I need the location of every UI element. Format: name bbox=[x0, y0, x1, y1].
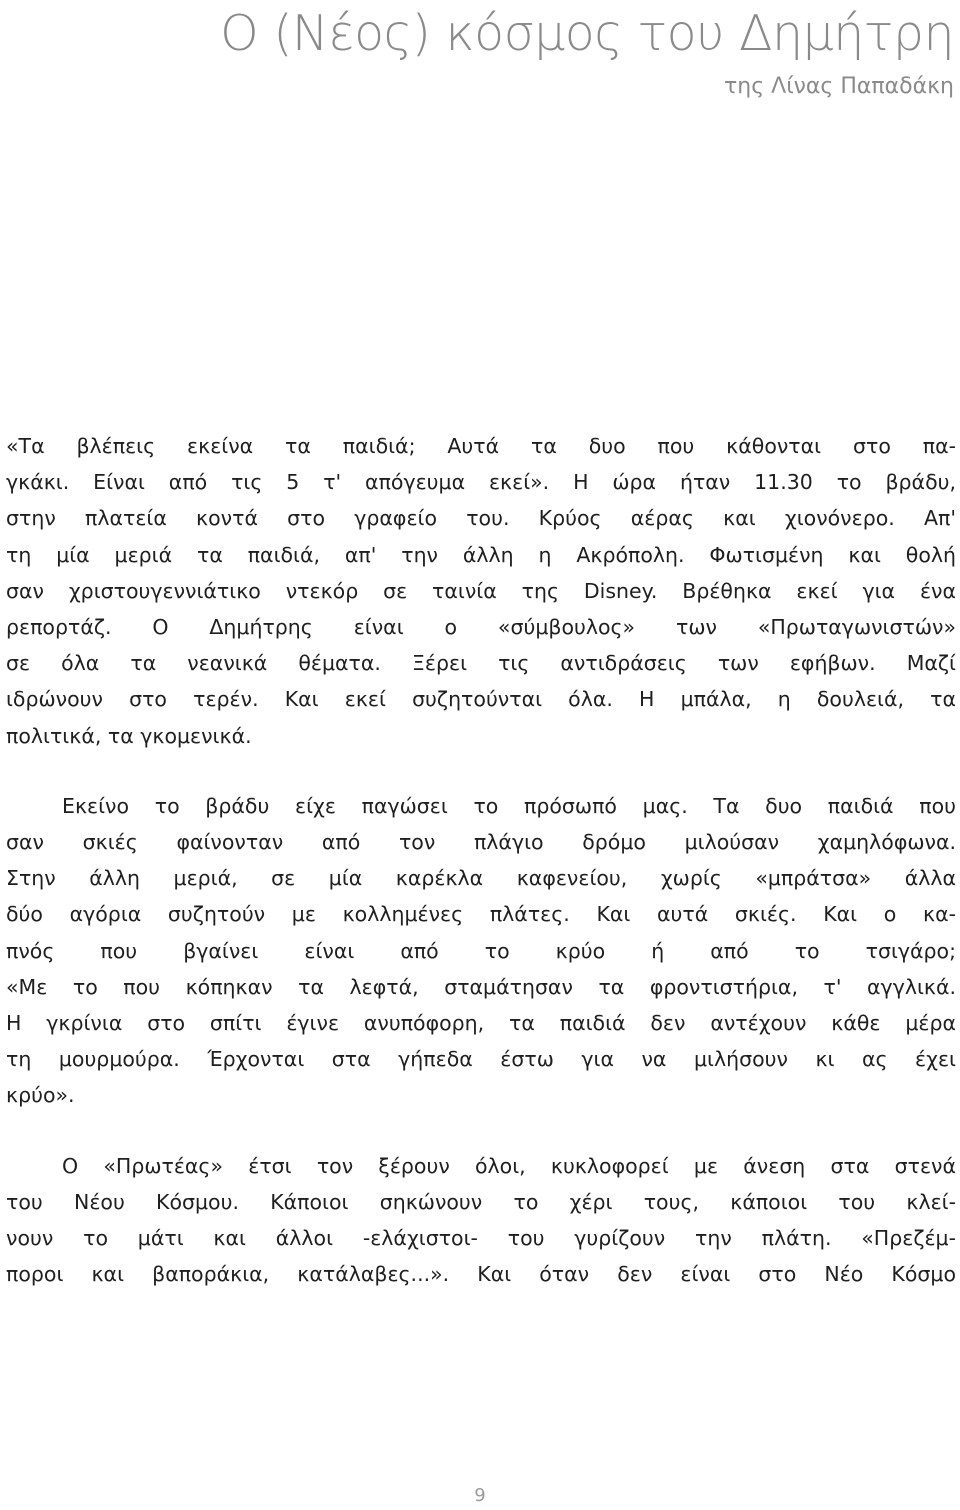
paragraph-line: πολιτικά, τα γκομενικά. bbox=[6, 723, 252, 748]
paragraph-line: του Νέου Κόσμου. Κάποιοι σηκώνουν το χέρι τους, κάποιοι του κλεί- bbox=[6, 1189, 956, 1214]
paragraph-line: Στην άλλη μεριά, σε μία καρέκλα καφενείου, χωρίς «μπράτσα» άλλα bbox=[6, 866, 956, 891]
paragraph-line: κρύο». bbox=[6, 1083, 75, 1108]
paragraph-line: σαν σκιές φαίνονταν από τον πλάγιο δρόμο μιλούσαν χαμηλόφωνα. bbox=[6, 830, 956, 855]
article-byline: της Λίνας Παπαδάκη bbox=[724, 74, 954, 99]
paragraph-line: τη μία μεριά τα παιδιά, απ' την άλλη η Ακρόπολη. Φωτισμένη και θολή bbox=[6, 542, 956, 567]
paragraph-line: σαν χριστουγεννιάτικο ντεκόρ σε ταινία της Disney. Βρέθηκα εκεί για ένα bbox=[6, 578, 956, 603]
article-title: Ο (Νέος) κόσμος του Δημήτρη bbox=[220, 5, 954, 62]
paragraph-line: σε όλα τα νεανικά θέματα. Ξέρει τις αντιδράσεις των εφήβων. Μαζί bbox=[6, 651, 956, 676]
paragraph-line: πνός που βγαίνει είναι από το κρύο ή από το τσιγάρο; bbox=[6, 938, 956, 963]
paragraph-line: ρεπορτάζ. Ο Δημήτρης είναι ο «σύμβουλος» των «Πρωταγωνιστών» bbox=[6, 615, 956, 640]
paragraph-line: «Με το που κόπηκαν τα λεφτά, σταμάτησαν τα φροντιστήρια, τ' αγγλικά. bbox=[6, 974, 956, 999]
paragraph-line: «Τα βλέπεις εκείνα τα παιδιά; Αυτά τα δυο που κάθονται στο πα- bbox=[6, 434, 956, 458]
page-number: 9 bbox=[474, 1485, 486, 1506]
paragraph-line: στην πλατεία κοντά στο γραφείο του. Κρύος αέρας και χιονόνερο. Απ' bbox=[6, 506, 956, 531]
paragraph-line: Ο «Πρωτέας» έτσι τον ξέρουν όλοι, κυκλοφορεί με άνεση στα στενά bbox=[62, 1153, 956, 1178]
paragraph-line: Εκείνο το βράδυ είχε παγώσει το πρόσωπό μας. Τα δυο παιδιά που bbox=[62, 793, 956, 818]
article-body bbox=[6, 428, 956, 1326]
paragraph-line: νουν το μάτι και άλλοι -ελάχιστοι- του γυρίζουν την πλάτη. «Πρεζέμ- bbox=[6, 1226, 956, 1251]
paragraph-line: δύο αγόρια συζητούν με κολλημένες πλάτες. Και αυτά σκιές. Και ο κα- bbox=[6, 902, 956, 927]
paragraph bbox=[6, 1148, 956, 1293]
paragraph-line: ιδρώνουν στο τερέν. Και εκεί συζητούνται όλα. Η μπάλα, η δουλειά, τα bbox=[6, 687, 956, 712]
paragraph-line: ποροι και βαποράκια, κατάλαβες...». Και όταν δεν είναι στο Νέο Κόσμο bbox=[6, 1262, 956, 1287]
paragraph-line: Η γκρίνια στο σπίτι έγινε ανυπόφορη, τα παιδιά δεν αντέχουν κάθε μέρα bbox=[6, 1011, 956, 1036]
paragraph bbox=[6, 428, 956, 754]
paragraph-line: γκάκι. Είναι από τις 5 τ' απόγευμα εκεί». Η ώρα ήταν 11.30 το βράδυ, bbox=[6, 470, 956, 495]
paragraph-line: τη μουρμούρα. Έρχονται στα γήπεδα έστω για να μιλήσουν κι ας έχει bbox=[6, 1047, 956, 1072]
paragraph bbox=[6, 788, 956, 1114]
